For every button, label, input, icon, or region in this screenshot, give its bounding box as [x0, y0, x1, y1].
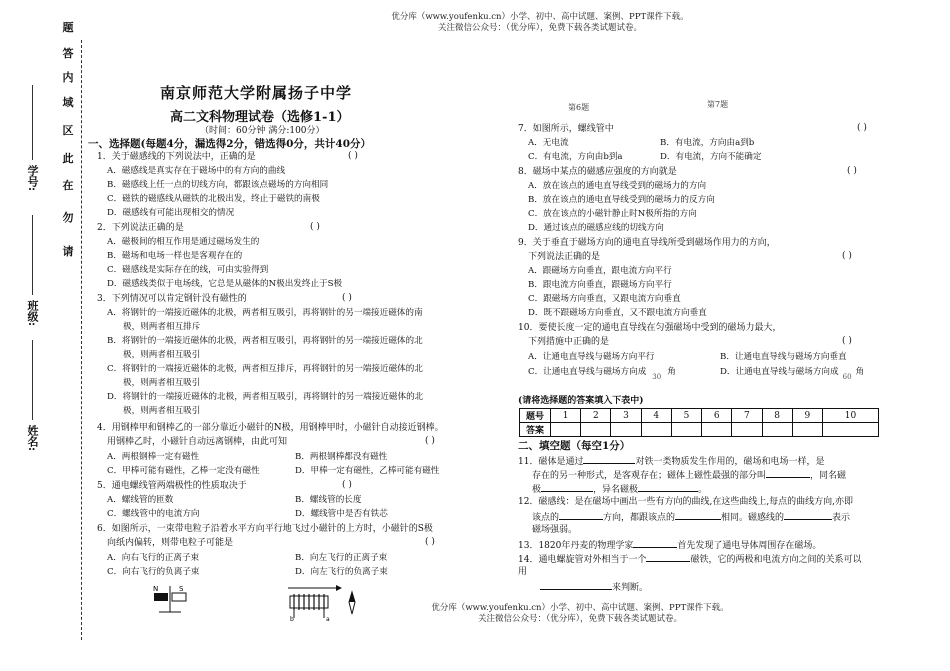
- q7-option-c: C．有电流，方向由b到a: [528, 152, 623, 162]
- school-name: 南京师范大学附属扬子中学: [160, 84, 353, 102]
- q10-option-d-degrees: 60: [842, 373, 852, 381]
- answer-table-answer-row: [520, 423, 879, 437]
- notice-char-2: 勿: [62, 211, 74, 224]
- q4-option-a: A．两根钢棒一定有磁性: [107, 452, 200, 462]
- answer-cell-6[interactable]: [702, 423, 732, 437]
- answer-cell-4[interactable]: [641, 423, 671, 437]
- q14-line3: [540, 580, 648, 594]
- notice-char-8: 答: [62, 47, 74, 60]
- compass-s-label: S: [179, 585, 184, 593]
- notice-char-6: 域: [62, 96, 74, 109]
- q12-line3: 磁场强弱。: [532, 525, 578, 535]
- q7-option-d: D．有电流，方向不能确定: [660, 152, 762, 162]
- q7-answer-paren: ( ): [857, 123, 867, 133]
- q12-text-3: 相同。磁感线的: [721, 513, 785, 523]
- compass-n-pole: [154, 593, 168, 601]
- solenoid-figure: [284, 582, 344, 622]
- q6-stem-line2: 向纸内偏转，则带电粒子可能是: [107, 538, 234, 548]
- solenoid-coil: [294, 594, 324, 610]
- q12-text-4: 表示: [832, 513, 851, 523]
- notice-char-7: 内: [62, 71, 74, 84]
- q3-option-d-line2: 极，则两者相互吸引: [123, 406, 201, 416]
- answer-table-number-8: 8: [762, 409, 792, 423]
- answer-table-number-10: 10: [822, 409, 878, 423]
- answer-table-number-2: 2: [581, 409, 611, 423]
- q12-line1: 12．磁感线：是在磁场中画出一些有方向的曲线,在这些曲线上,每点的曲线方向,亦即: [518, 497, 854, 507]
- q9-answer-paren: ( ): [842, 251, 852, 261]
- q13-blank-1[interactable]: [633, 538, 677, 548]
- id-label: 学号:: [26, 165, 39, 192]
- answer-table-head-label: 题号: [520, 409, 551, 423]
- class-blank: [32, 215, 33, 295]
- answer-cell-1[interactable]: [551, 423, 581, 437]
- q6-option-b: B．向左飞行的正离子束: [295, 553, 388, 563]
- figure7-caption: 第7题: [707, 100, 729, 109]
- q1-stem: 1．关于磁感线的下列说法中，正确的是: [97, 152, 256, 162]
- q12-blank-1[interactable]: [559, 510, 603, 520]
- solenoid-arrowhead: [336, 585, 342, 591]
- name-blank: [32, 340, 33, 420]
- q14-blank-2[interactable]: [540, 580, 612, 590]
- q4-stem-line1: 4．用钢棒甲和钢棒乙的一部分靠近小磁针的N极，用钢棒甲时，小磁针自动接近钢棒。: [97, 423, 444, 433]
- q5-answer-paren: ( ): [342, 480, 352, 490]
- answer-cell-5[interactable]: [671, 423, 701, 437]
- compass-n-label: N: [153, 585, 159, 593]
- watermark-top-line1: 优分库（www.youfenku.cn）小学、初中、高中试题、案例、PPT课件下载。: [391, 12, 689, 22]
- q11-line2: [532, 468, 846, 482]
- answer-table-number-4: 4: [641, 409, 671, 423]
- compass-needle-figure: [145, 582, 195, 616]
- notice-char-1: 请: [62, 245, 74, 258]
- q10-stem-line1: 10．要使长度一定的通电直导线在匀强磁场中受到的磁场力最大，: [518, 323, 782, 333]
- q10-option-d-tail: 角: [855, 367, 865, 377]
- q5-option-a: A．螺线管的匝数: [107, 495, 174, 505]
- q9-option-b: B．跟电流方向垂直，跟磁场方向平行: [528, 280, 672, 290]
- class-label: 班级:: [26, 300, 39, 327]
- q8-option-c: C．放在该点的小磁针静止时N极所指的方向: [528, 209, 697, 219]
- q3-option-c-line1: C．将钢针的一端接近磁体的北极，两者相互排斥，再将钢针的另一端接近磁体的北: [107, 364, 423, 374]
- q13-line: [518, 538, 821, 552]
- q14-text-1: 14．通电螺旋管对外相当于一个: [518, 555, 647, 565]
- q2-option-a: A．磁极间的相互作用是通过磁场发生的: [107, 237, 260, 247]
- figure6-caption: 第6题: [568, 103, 590, 112]
- q11-text-2: 对铁一类物质发生作用的，磁场和电场一样，是: [635, 457, 825, 467]
- q11-text-6: ，异名磁极: [593, 485, 639, 495]
- q3-option-c-line2: 极，则两者相互吸引: [123, 378, 201, 388]
- watermark-bottom-line1: 优分库（www.youfenku.cn）小学、初中、高中试题、案例、PPT课件下载。: [431, 603, 729, 613]
- small-needle-tip: [349, 592, 355, 602]
- q13-text-1: 13．1820年丹麦的物理学家: [518, 541, 634, 551]
- q7-stem: 7．如图所示，螺线管中: [518, 124, 614, 134]
- notice-char-5: 区: [62, 124, 74, 137]
- q2-option-c: C．磁感线是实际存在的线，可由实验得到: [107, 265, 269, 275]
- answer-cell-8[interactable]: [762, 423, 792, 437]
- answer-table: [519, 408, 879, 437]
- q11-line1: [518, 454, 824, 468]
- watermark-top: [260, 12, 820, 34]
- q3-option-b-line2: 极，则两者相互吸引: [123, 350, 201, 360]
- q14-text-2: 磁铁，它的两极和电流方向之间的关系可以: [690, 555, 862, 565]
- q3-stem: 3．下列情况可以肯定钢针没有磁性的: [97, 294, 247, 304]
- q4-option-d: D．甲棒一定有磁性，乙棒可能有磁性: [295, 466, 440, 476]
- answer-cell-10[interactable]: [822, 423, 878, 437]
- watermark-bottom: [300, 603, 860, 625]
- q11-blank-2[interactable]: [766, 468, 810, 478]
- q14-blank-1[interactable]: [646, 552, 690, 562]
- q10-stem-line2: 下列措施中正确的是: [528, 337, 610, 347]
- q9-option-d: D．既不跟磁场方向垂直，又不跟电流方向垂直: [528, 308, 707, 318]
- notice-char-4: 此: [62, 152, 74, 165]
- q11-text-7: 。: [698, 485, 708, 495]
- q6-option-d: D．向左飞行的负离子束: [295, 567, 388, 577]
- q10-option-c-text: C．让通电直导线与磁场方向成: [528, 367, 647, 377]
- q10-option-d: [720, 366, 865, 381]
- q1-option-d: D．磁感线有可能出现相交的情况: [107, 208, 235, 218]
- q5-option-d: D．螺线管中是否有铁芯: [295, 509, 388, 519]
- answer-table-header-row: [520, 409, 879, 423]
- q14-line2: 用: [518, 567, 528, 577]
- q3-option-a-line2: 极，则两者相互排斥: [123, 322, 201, 332]
- binding-line: [81, 40, 82, 640]
- small-needle-figure: [345, 590, 359, 616]
- q13-text-2: 首先发现了通电导体周围存在磁场。: [677, 541, 822, 551]
- q9-option-a: A．跟磁场方向垂直，跟电流方向平行: [528, 266, 672, 276]
- q9-stem-line2: 下列说法正确的是: [528, 252, 601, 262]
- q11-text-4: ，同名磁: [810, 471, 847, 481]
- q6-option-c: C．向右飞行的负离子束: [107, 567, 200, 577]
- q7-option-a: A．无电流: [528, 138, 569, 148]
- q3-answer-paren: ( ): [342, 293, 352, 303]
- q6-stem-line1: 6．如图所示，一束带电粒子沿着水平方向平行地飞过小磁针的上方时，小磁针的S极: [97, 524, 433, 534]
- q1-option-c: C．磁铁的磁感线从磁铁的北极出发，终止于磁铁的南极: [107, 194, 320, 204]
- q10-answer-paren: ( ): [842, 336, 852, 346]
- q9-stem-line1: 9．关于垂直于磁场方向的通电直导线所受到磁场作用力的方向，: [518, 238, 776, 248]
- q12-text-1: 该点的: [532, 513, 560, 523]
- id-blank: [32, 85, 33, 160]
- q2-stem: 2．下列说法正确的是: [97, 223, 184, 233]
- q10-option-a: A．让通电直导线与磁场方向平行: [528, 352, 655, 362]
- exam-title: 高二文科物理试卷（选修1-1）: [170, 110, 350, 125]
- answer-table-answer-label: 答案: [520, 423, 551, 437]
- q14-line1: [518, 552, 861, 566]
- q4-option-c: C．甲棒可能有磁性，乙棒一定没有磁性: [107, 466, 260, 476]
- q4-answer-paren: ( ): [425, 436, 435, 446]
- q8-answer-paren: ( ): [847, 166, 857, 176]
- q3-option-d-line1: D．将钢针的一端接近磁体的北极，两者相互吸引，再将钢针的另一端接近磁体的北: [107, 392, 424, 402]
- q11-text-3: 存在的另一种形式，是客观存在；磁体上磁性最强的部分叫: [532, 471, 767, 481]
- q3-option-b-line1: B．将钢针的一端接近磁体的北极，两者相互吸引，再将钢针的另一端接近磁体的北: [107, 336, 423, 346]
- q8-stem: 8．磁场中某点的磁感应强度的方向就是: [518, 167, 677, 177]
- q6-option-a: A．向右飞行的正离子束: [107, 553, 200, 563]
- q4-stem-line2: 用钢棒乙时，小磁针自动远离钢棒，由此可知: [107, 437, 288, 447]
- q8-option-a: A．放在该点的通电直导线受到的磁场力的方向: [528, 181, 707, 191]
- answer-cell-7[interactable]: [732, 423, 762, 437]
- q1-option-b: B．磁感线上任一点的切线方向，都跟该点磁场的方向相同: [107, 180, 329, 190]
- exam-info: （时间：60分钟 满分:100分）: [200, 126, 325, 136]
- answer-table-number-1: 1: [551, 409, 581, 423]
- q1-option-a: A．磁感线是真实存在于磁场中的有方向的曲线: [107, 166, 286, 176]
- answer-table-number-3: 3: [611, 409, 641, 423]
- q8-option-b: B．放在该点的通电直导线受到的磁场力的反方向: [528, 195, 715, 205]
- q1-answer-paren: ( ): [348, 151, 358, 161]
- answer-cell-9[interactable]: [792, 423, 822, 437]
- answer-table-number-7: 7: [732, 409, 762, 423]
- watermark-bottom-line2: 关注微信公众号：（优分库），免费下载各类试题试卷。: [477, 614, 682, 624]
- q8-option-d: D．通过该点的磁感应线的切线方向: [528, 223, 664, 233]
- q12-text-2: 方向，都跟该点的: [603, 513, 676, 523]
- q12-blank-3[interactable]: [784, 510, 832, 520]
- q9-option-c: C．跟磁场方向垂直，又跟电流方向垂直: [528, 294, 681, 304]
- q6-answer-paren: ( ): [425, 537, 435, 547]
- q3-option-a-line1: A．将钢针的一端接近磁体的北极，两者相互吸引，再将钢针的另一端接近磁体的南: [107, 308, 423, 318]
- q10-option-b: B．让通电直导线与磁场方向垂直: [720, 352, 847, 362]
- q12-blank-2[interactable]: [675, 510, 721, 520]
- q2-option-d: D．磁感线类似于电场线，它总是从磁体的N极出发终止于S极: [107, 279, 343, 289]
- q2-answer-paren: ( ): [310, 222, 320, 232]
- solenoid-label-a: a: [326, 616, 330, 622]
- q10-option-d-text: D．让通电直导线与磁场方向成: [720, 367, 839, 377]
- q11-blank-1[interactable]: [583, 454, 635, 464]
- notice-char-3: 在: [62, 179, 74, 192]
- notice-char-9: 题: [62, 21, 74, 34]
- section2-title: 二、填空题（每空1分）: [518, 440, 631, 452]
- q11-line3: [532, 482, 707, 496]
- answer-table-number-9: 9: [792, 409, 822, 423]
- q2-option-b: B．磁场和电场一样也是客观存在的: [107, 251, 243, 261]
- q5-option-b: B．螺线管的长度: [295, 495, 362, 505]
- q5-stem: 5．通电螺线管两端极性的性质取决于: [97, 481, 247, 491]
- q11-text-5: 极: [532, 485, 542, 495]
- q5-option-c: C．螺线管中的电流方向: [107, 509, 200, 519]
- answer-cell-3[interactable]: [611, 423, 641, 437]
- q11-blank-3[interactable]: [541, 482, 593, 492]
- q14-text-3: 来判断。: [612, 583, 649, 593]
- q7-option-b: B．有电流，方向由a到b: [660, 138, 755, 148]
- answer-table-number-5: 5: [671, 409, 701, 423]
- answer-table-number-6: 6: [702, 409, 732, 423]
- q11-blank-4[interactable]: [638, 482, 698, 492]
- q12-line2: [532, 510, 850, 524]
- q11-text-1: 11．磁体是通过: [518, 457, 584, 467]
- q10-option-c-tail: 角: [667, 367, 676, 377]
- watermark-top-line2: 关注微信公众号：（优分库），免费下载各类试题试卷。: [437, 23, 642, 33]
- solenoid-label-b: b: [290, 616, 294, 622]
- answer-note: (请将选择题的答案填入下表中): [518, 396, 644, 406]
- q10-option-c-degrees: 30: [652, 373, 662, 381]
- compass-s-pole: [172, 593, 186, 601]
- name-label: 姓名:: [26, 425, 39, 452]
- section1-title: 一、选择题(每题4分，漏选得2分，错选得0分，共计40分）: [88, 138, 371, 150]
- q4-option-b: B．两根钢棒都没有磁性: [295, 452, 388, 462]
- q10-option-c: [528, 366, 676, 381]
- answer-cell-2[interactable]: [581, 423, 611, 437]
